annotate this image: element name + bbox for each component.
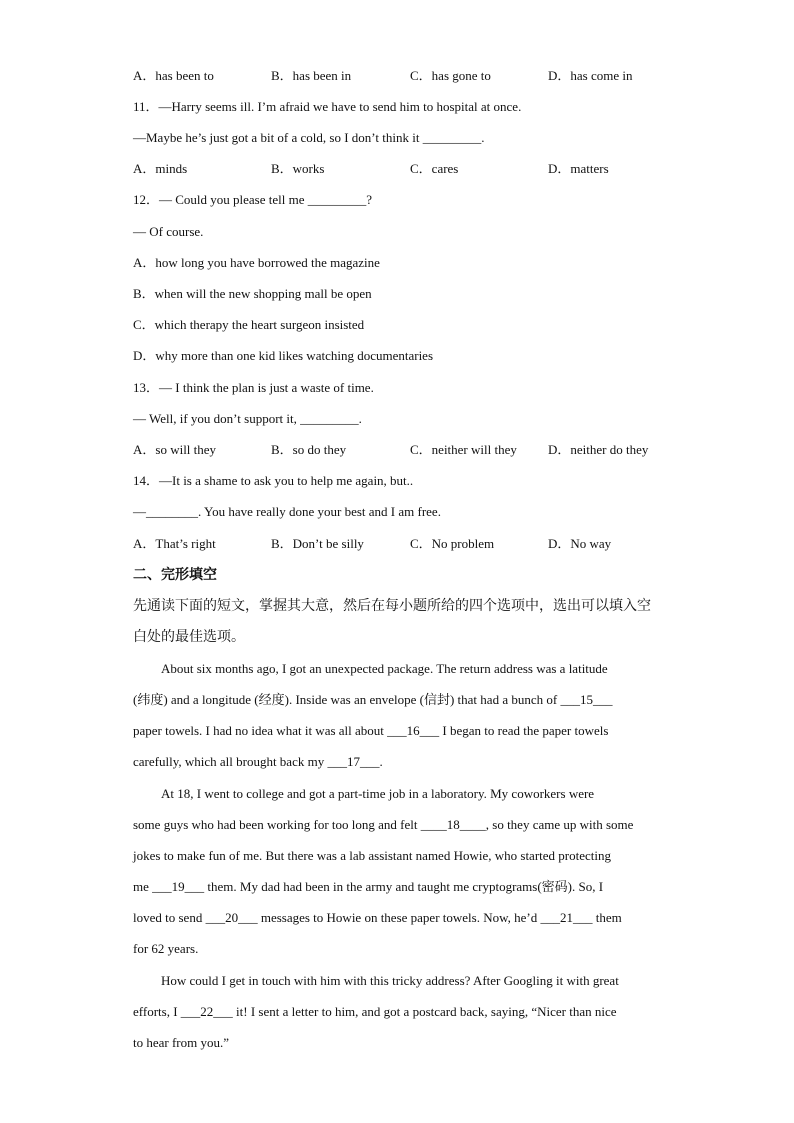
q11-stem: 11．—Harry seems ill. I’m afraid we have to send him to hospital at once. [133,99,522,114]
q11-option-d[interactable]: D．matters [548,161,609,176]
text: loved to send [133,910,206,925]
text: for 62 years. [133,941,199,956]
text: jokes to make fun of me. But there was a lab assistant named Howie, who started protecting [133,848,611,863]
passage-p3-line2 [133,1003,617,1021]
text: them. My dad had been in the army and taught me cryptograms(密码). So, I [204,879,604,894]
blank-19[interactable]: ___19___ [152,879,205,894]
blank-22[interactable]: ___22___ [180,1004,233,1019]
blank-20[interactable]: ___20___ [205,910,258,925]
q12-option-d[interactable]: D．why more than one kid likes watching documentaries [133,348,434,363]
q11-option-b[interactable]: B．works [271,161,325,176]
q14-option-a[interactable]: A．That’s right [133,536,216,551]
q10-option-c[interactable]: C．has gone to [410,68,491,83]
text: me [133,879,153,894]
q12-option-b[interactable]: B．when will the new shopping mall be open [133,286,372,301]
passage-p2-line6 [133,940,198,958]
passage-p2-line5 [133,909,622,927]
passage-p2-line1 [161,785,594,803]
q12-response: — Of course. [133,224,204,239]
blank-16[interactable]: ___16___ [387,723,440,738]
q14-option-c[interactable]: C．No problem [410,536,495,551]
blank-18[interactable]: ____18____ [420,817,486,832]
text: messages to Howie on these paper towels. Now, he’d [257,910,541,925]
q12-stem: 12．— Could you please tell me _________? [133,192,373,207]
q10-option-d[interactable]: D．has come in [548,68,633,83]
passage-p3-line3 [133,1034,229,1052]
text: About six months ago, I got an unexpected package. The return address was a latitude [161,661,608,676]
q13-option-a[interactable]: A．so will they [133,442,217,457]
text: How could I get in touch with him with this tricky address? After Googling it with great [161,973,619,988]
section-heading: 二、完形填空 [133,567,217,583]
passage-p1-line4 [133,753,383,771]
q13-option-c[interactable]: C．neither will they [410,442,517,457]
passage-p2-line2 [133,816,633,834]
text: (纬度) and a longitude (经度). Inside was an envelope (信封) that had a bunch of [133,692,561,707]
q14-option-b[interactable]: B．Don’t be silly [271,536,364,551]
q12-option-c[interactable]: C．which therapy the heart surgeon insisted [133,317,365,332]
text: efforts, I [133,1004,181,1019]
text: paper towels. I had no idea what it was all about [133,723,388,738]
q11-response: —Maybe he’s just got a bit of a cold, so I don’t think it _________. [133,130,485,145]
q12-option-a[interactable]: A．how long you have borrowed the magazine [133,255,380,270]
blank-21[interactable]: ___21___ [540,910,593,925]
q14-response: —________. You have really done your best and I am free. [133,504,441,519]
q11-option-c[interactable]: C．cares [410,161,459,176]
section-instruction-1: 先通读下面的短文，掌握其大意，然后在每小题所给的四个选项中，选出可以填入空 [133,598,651,614]
passage-p1-line3 [133,722,608,740]
text: I began to read the paper towels [439,723,609,738]
text: . [379,754,383,769]
q13-response: — Well, if you don’t support it, _________. [133,411,362,426]
passage-p2-line4 [133,878,603,896]
q10-option-b[interactable]: B．has been in [271,68,352,83]
text: them [592,910,622,925]
q13-option-d[interactable]: D．neither do they [548,442,649,457]
q14-option-d[interactable]: D．No way [548,536,612,551]
q13-option-b[interactable]: B．so do they [271,442,347,457]
blank-17[interactable]: ___17___ [327,754,380,769]
text: carefully, which all brought back my [133,754,328,769]
q14-stem: 14．—It is a shame to ask you to help me again, but.. [133,473,414,488]
text: to hear from you.” [133,1035,230,1050]
text: it! I sent a letter to him, and got a postcard back, saying, “Nicer than nice [232,1004,617,1019]
q11-option-a[interactable]: A．minds [133,161,188,176]
passage-p3-line1 [161,972,619,990]
text: At 18, I went to college and got a part-time job in a laboratory. My coworkers were [161,786,595,801]
q13-stem: 13．— I think the plan is just a waste of time. [133,380,374,395]
text: some guys who had been working for too long and felt [133,817,421,832]
passage-p1-line2 [133,691,612,709]
text: , so they came up with some [485,817,634,832]
section-instruction-2: 白处的最佳选项。 [133,629,245,645]
q10-option-a[interactable]: A．has been to [133,68,214,83]
passage-p2-line3 [133,847,611,865]
passage-p1-line1 [161,660,608,678]
blank-15[interactable]: ___15___ [560,692,613,707]
